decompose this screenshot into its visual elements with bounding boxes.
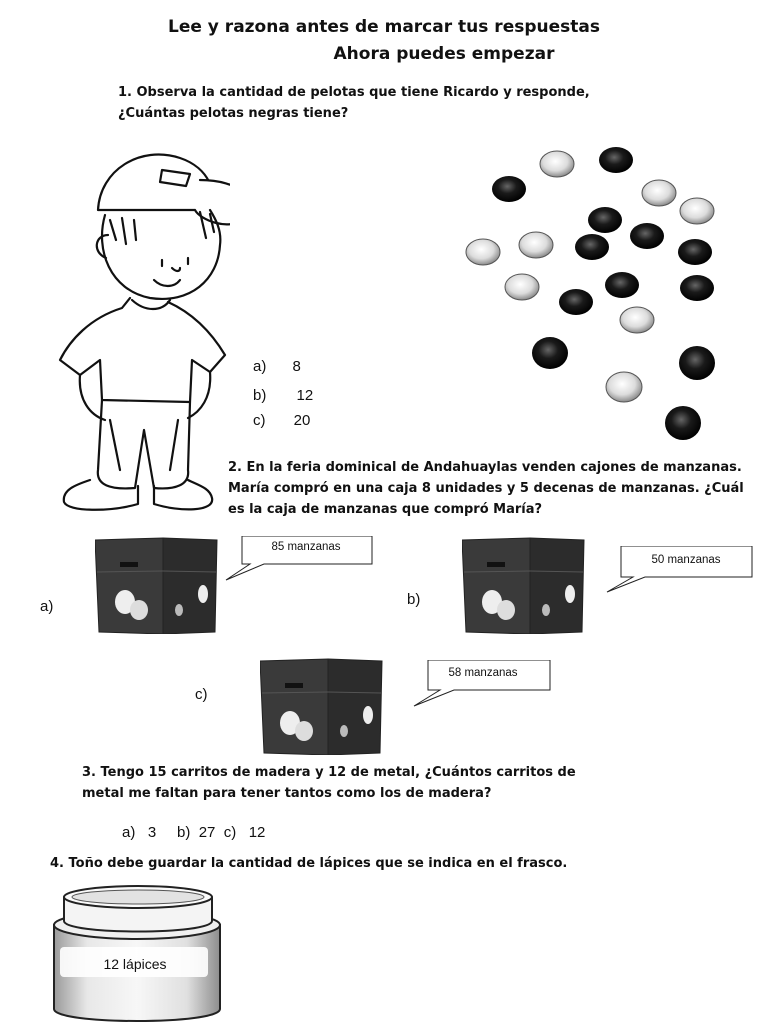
black-ball	[559, 289, 593, 315]
apple-crate-a[interactable]	[95, 536, 220, 634]
white-ball	[540, 151, 574, 177]
question-2-line1: 2. En la feria dominical de Andahuaylas venden cajones de manzanas.	[228, 460, 742, 475]
question-2-line3: es la caja de manzanas que compró María?	[228, 502, 543, 517]
black-ball	[680, 275, 714, 301]
white-ball	[606, 372, 642, 402]
question-1	[118, 82, 638, 124]
speech-bubble-b-label: 50 manzanas	[651, 554, 721, 566]
worksheet-subtitle: Ahora puedes empezar	[333, 44, 555, 64]
q1-option-b-letter: b)	[253, 387, 267, 404]
question-2	[228, 457, 758, 520]
boy-with-cap-illustration	[50, 140, 230, 520]
black-ball	[605, 272, 639, 298]
apple-crate-b[interactable]	[462, 536, 587, 634]
white-ball	[505, 274, 539, 300]
white-ball	[620, 307, 654, 333]
q2-option-c-letter[interactable]: c)	[195, 686, 208, 703]
q2-option-b-letter[interactable]: b)	[407, 591, 421, 608]
q1-option-b-value: 12	[296, 387, 314, 404]
q1-option-a-value: 8	[292, 358, 301, 375]
q3-options[interactable]: a) 3 b) 27 c) 12	[122, 824, 266, 841]
speech-bubble-a-label: 85 manzanas	[271, 541, 341, 553]
speech-bubble-c-label: 58 manzanas	[448, 667, 518, 679]
black-ball	[678, 239, 712, 265]
question-1-line2: ¿Cuántas pelotas negras tiene?	[118, 106, 349, 121]
question-3	[82, 762, 682, 804]
q1-option-c-value: 20	[293, 412, 311, 429]
pencil-jar	[50, 885, 225, 1024]
question-1-line1: 1. Observa la cantidad de pelotas que tiene Ricardo y responde,	[118, 85, 590, 100]
black-ball	[492, 176, 526, 202]
black-ball	[665, 406, 701, 440]
question-2-line2: María compró en una caja 8 unidades y 5 decenas de manzanas. ¿Cuál	[228, 481, 744, 496]
jar-label: 12 lápices	[103, 956, 167, 972]
black-ball	[630, 223, 664, 249]
white-ball	[519, 232, 553, 258]
worksheet-title: Lee y razona antes de marcar tus respuestas	[168, 17, 600, 37]
question-3-line2: metal me faltan para tener tantos como los de madera?	[82, 786, 492, 801]
black-ball	[599, 147, 633, 173]
apple-crate-c[interactable]	[260, 657, 385, 755]
black-ball	[575, 234, 609, 260]
q1-option-c[interactable]	[253, 412, 310, 429]
question-4: 4. Toño debe guardar la cantidad de lápices que se indica en el frasco.	[50, 856, 568, 871]
question-3-line1: 3. Tengo 15 carritos de madera y 12 de metal, ¿Cuántos carritos de	[82, 765, 576, 780]
q1-option-a[interactable]	[253, 358, 301, 375]
q2-option-a-letter[interactable]: a)	[40, 598, 54, 615]
balls-cluster	[455, 140, 730, 445]
white-ball	[642, 180, 676, 206]
black-ball	[679, 346, 715, 380]
black-ball	[532, 337, 568, 369]
white-ball	[466, 239, 500, 265]
white-ball	[680, 198, 714, 224]
black-ball	[588, 207, 622, 233]
q1-option-b[interactable]	[253, 387, 313, 404]
q1-option-a-letter: a)	[253, 358, 267, 375]
q1-option-c-letter: c)	[253, 412, 266, 429]
